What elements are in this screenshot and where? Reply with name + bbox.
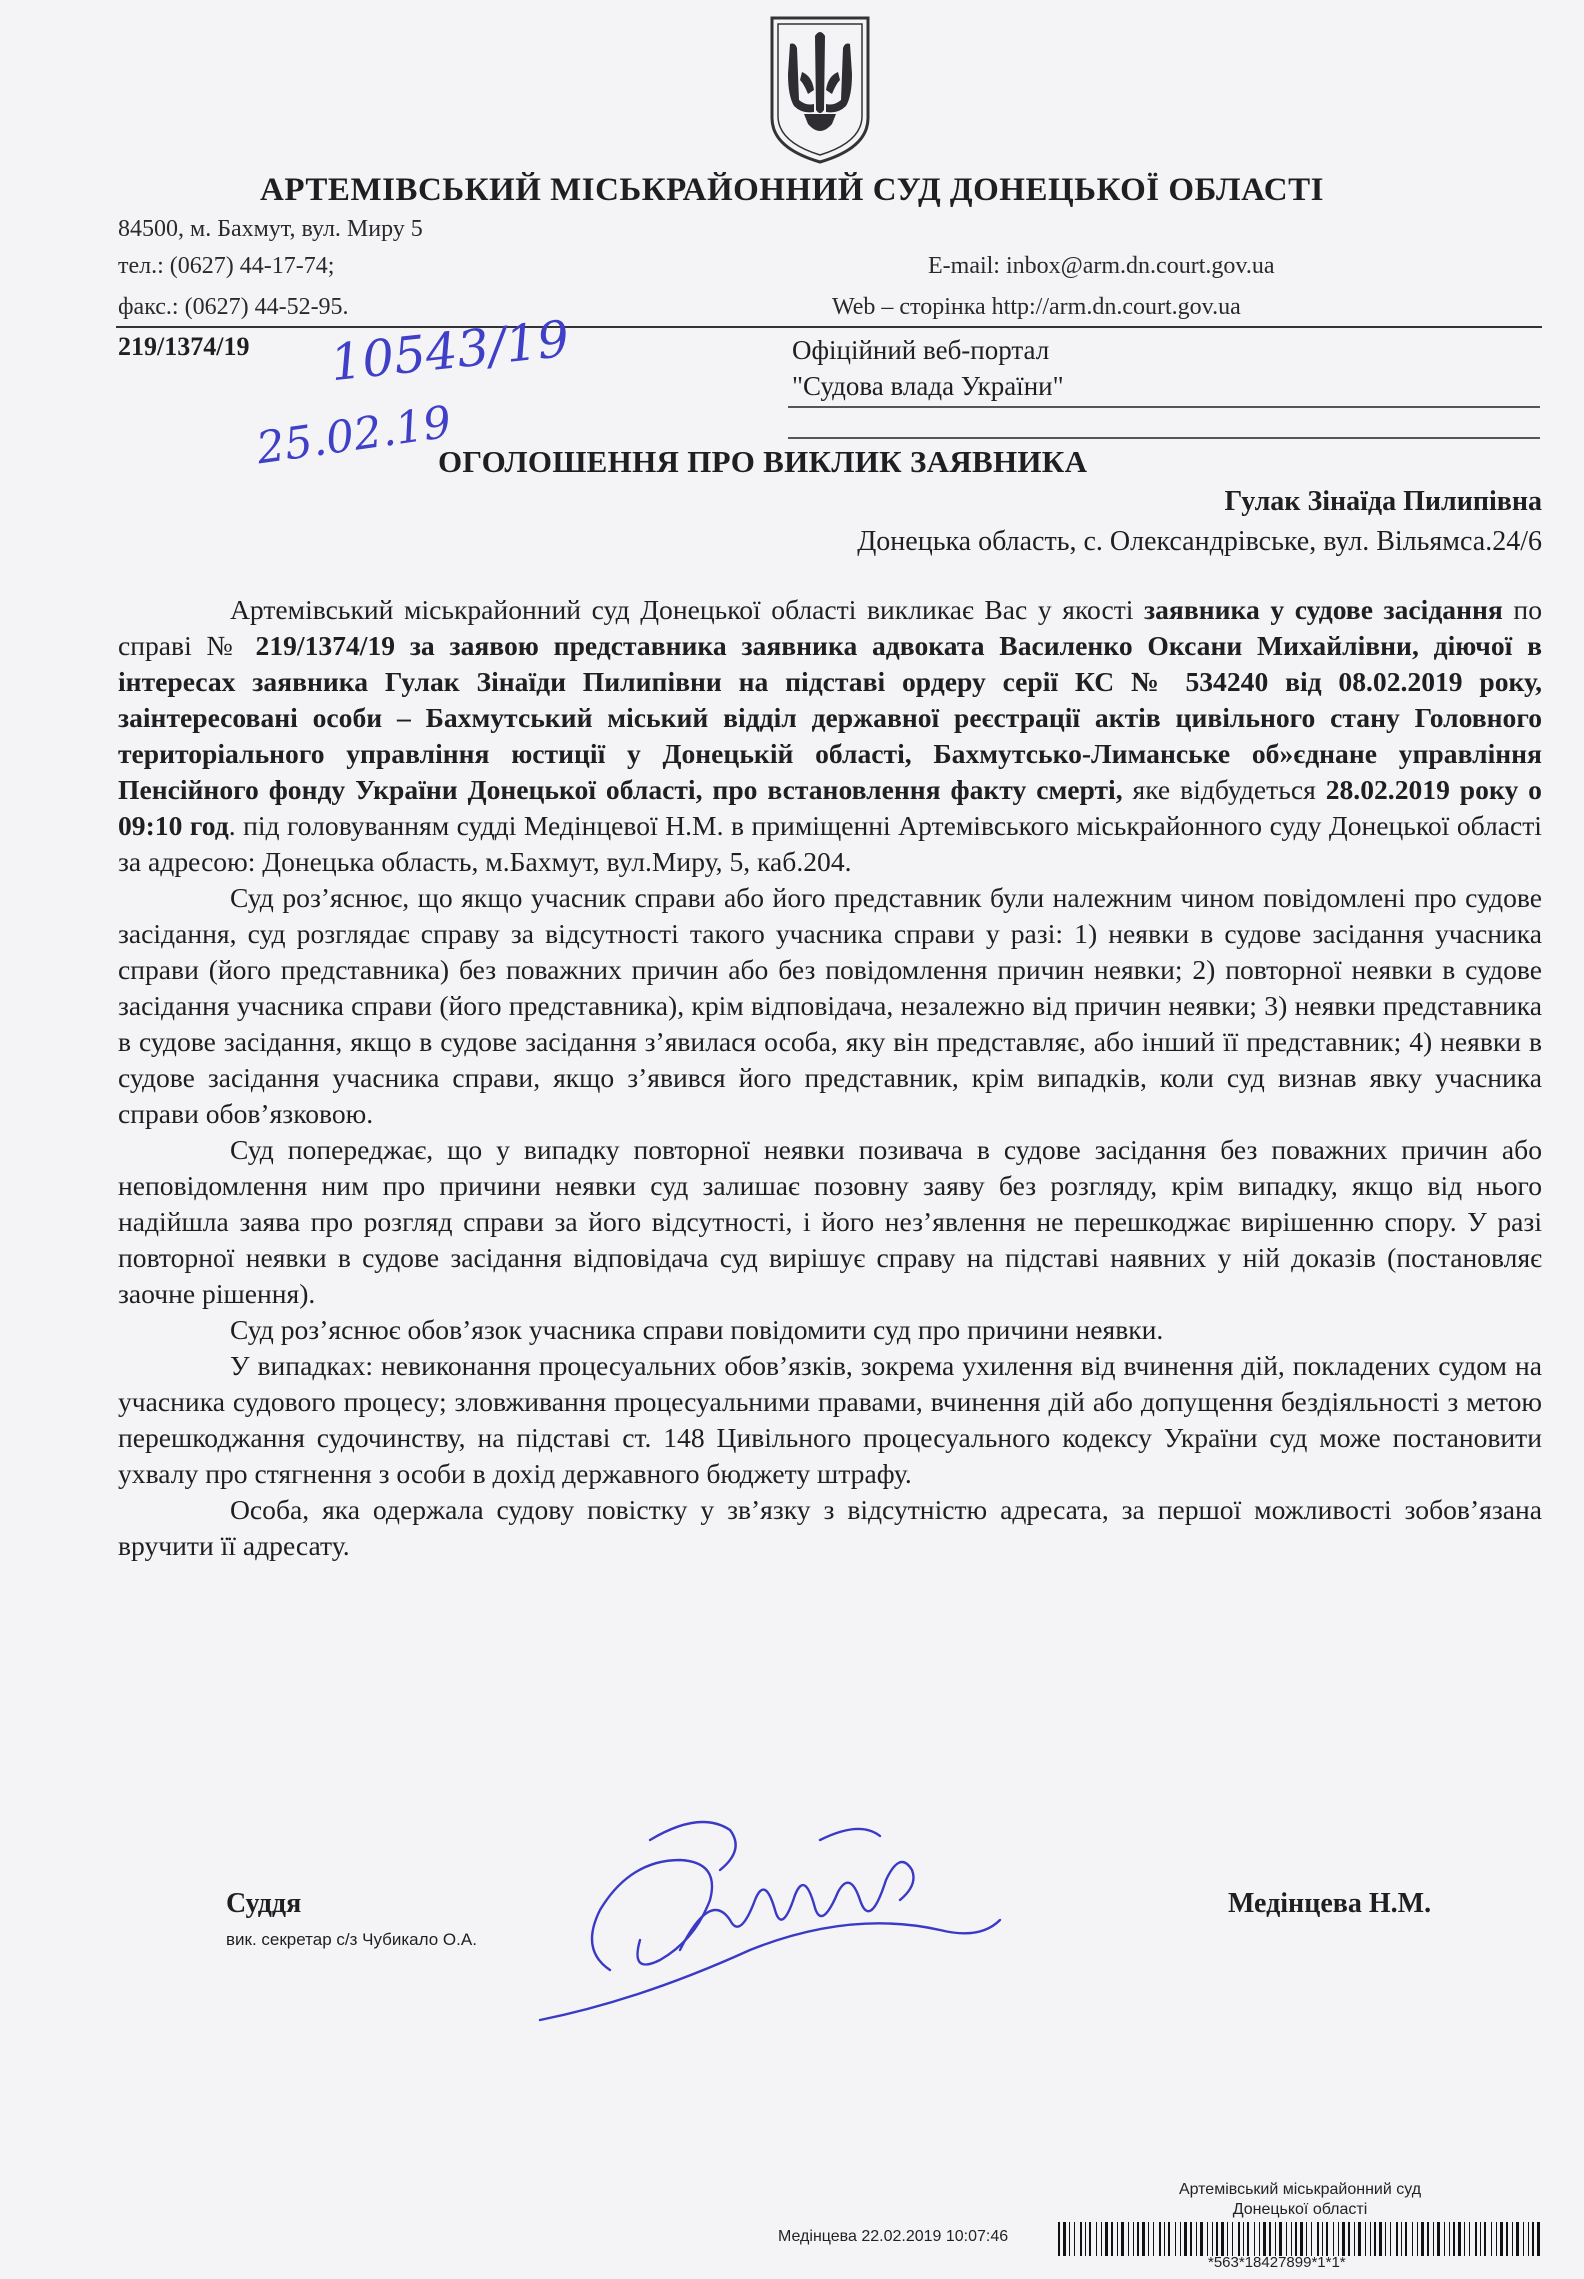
barcode-bar	[1207, 2222, 1208, 2256]
barcode-bar	[1348, 2222, 1350, 2256]
court-name: АРТЕМІВСЬКИЙ МІСЬКРАЙОННИЙ СУД ДОНЕЦЬКОЇ ОБЛАСТІ	[260, 172, 1324, 208]
barcode-bar	[1227, 2222, 1228, 2256]
notice-body	[118, 592, 1542, 1564]
barcode-bar	[1184, 2222, 1187, 2256]
barcode-bar	[1496, 2222, 1497, 2256]
barcode-bar	[1286, 2222, 1287, 2256]
barcode-bar	[1291, 2222, 1292, 2256]
barcode-bar	[1437, 2222, 1440, 2256]
portal-line-1: Офіційний веб-портал	[792, 335, 1050, 365]
barcode-bar	[1243, 2222, 1244, 2256]
court-phone: тел.: (0627) 44-17-74;	[118, 253, 335, 279]
court-website: Web – сторінка http://arm.dn.court.gov.ua	[832, 294, 1241, 320]
barcode-bar	[1532, 2222, 1534, 2256]
barcode-number: *563*18427899*1*1*	[1208, 2254, 1346, 2271]
p1-text-e: яке відбудеться	[1122, 774, 1326, 805]
barcode-bar	[1458, 2222, 1461, 2256]
paragraph-warning: Суд попереджає, що у випадку повторної неявки позивача в судове засідання без поважних причин або неповідомлення ним про причини неявки суд залишає позовну заяву без розгляду, крім випадку, якщо від нього надійшла заява про розгляд справи за його відсутності, і його нез’явлення не перешкоджає вирішенню спору. У разі повторної неявки в судове засідання відповідача суд вирішує справу на підставі наявних у ній доказів (постановляє заочне рішення).	[118, 1134, 1542, 1309]
barcode-bar	[1453, 2222, 1455, 2256]
barcode-bar	[1338, 2222, 1339, 2256]
barcode-bar	[1269, 2222, 1271, 2256]
barcode-bar	[1295, 2222, 1297, 2256]
barcode-bar	[1089, 2222, 1091, 2256]
barcode-bar	[1506, 2222, 1508, 2256]
barcode-bar	[1469, 2222, 1470, 2256]
notice-heading: ОГОЛОШЕННЯ ПРО ВИКЛИК ЗАЯВНИКА	[438, 444, 1088, 479]
barcode-bar	[1484, 2222, 1486, 2256]
barcode-bar	[1216, 2222, 1218, 2256]
barcode-bar	[1464, 2222, 1465, 2256]
barcode-bar	[1275, 2222, 1276, 2256]
barcode-bar	[1247, 2222, 1249, 2256]
case-number: 219/1374/19	[118, 332, 250, 361]
handwritten-reference: 10543/19	[327, 309, 572, 393]
barcode-bar	[1365, 2222, 1366, 2256]
portal-label	[792, 332, 1064, 404]
barcode-bar	[1111, 2222, 1113, 2256]
handwritten-signature	[520, 1800, 1040, 2050]
barcode-bar	[1516, 2222, 1519, 2256]
barcode-bar	[1137, 2222, 1139, 2256]
paragraph-summons	[118, 592, 1542, 880]
barcode-bar	[1159, 2222, 1161, 2256]
barcode-bar	[1254, 2222, 1255, 2256]
barcode-bar	[1128, 2222, 1129, 2256]
barcode-bar	[1491, 2222, 1492, 2256]
barcode-bar	[1405, 2222, 1407, 2256]
barcode-bar	[1512, 2222, 1513, 2256]
barcode-bar	[1379, 2222, 1382, 2256]
barcode-bar	[1175, 2222, 1176, 2256]
barcode-bar	[1259, 2222, 1260, 2256]
barcode-bar	[1279, 2222, 1282, 2256]
paragraph-penalty: У випадках: невиконання процесуальних обов’язків, зокрема ухилення від вчинення дій, покладених судом на учасника судового процесу; зловживання процесуальними правами, вчинення дій або допущення бездіяльності з метою перешкоджання судочинству, на підставі ст. 148 Цивільного процесуального кодексу України суд може постановити ухвалу про стягнення з особи в дохід державного бюджету штрафу.	[118, 1350, 1542, 1489]
barcode-bar	[1427, 2222, 1429, 2256]
addressee-address: Донецька область, с. Олександрівське, вул. Вільямса.24/6	[857, 526, 1542, 557]
barcode-bar	[1401, 2222, 1402, 2256]
secretary-name: вик. секретар с/з Чубикало О.А.	[226, 1930, 477, 1949]
barcode-bar	[1444, 2222, 1445, 2256]
barcode-bar	[1326, 2222, 1328, 2256]
p1-hearing-time: 28.02.2019 року о 09:10 год	[118, 774, 1542, 841]
barcode-bar	[1168, 2222, 1170, 2256]
barcode-bar	[1101, 2222, 1102, 2256]
coat-of-arms-icon	[768, 14, 872, 166]
paragraph-obligation: Суд роз’яснює обов’язок учасника справи повідомити суд про причини неявки.	[230, 1314, 1164, 1345]
barcode-bar	[1180, 2222, 1181, 2256]
barcode-bar	[1058, 2222, 1060, 2256]
barcode-bar	[1164, 2222, 1165, 2256]
barcode-bar	[1390, 2222, 1391, 2256]
court-email: E-mail: inbox@arm.dn.court.gov.ua	[928, 253, 1275, 279]
barcode-bar	[1449, 2222, 1450, 2256]
barcode-bar	[1412, 2222, 1413, 2256]
addressee-name: Гулак Зінаїда Пилипівна	[1224, 486, 1542, 517]
barcode-bar	[1080, 2222, 1082, 2256]
barcode-bar	[1190, 2222, 1192, 2256]
barcode-bar	[1212, 2222, 1213, 2256]
judge-name: Медінцева Н.М.	[1228, 1888, 1432, 1919]
p1-role: заявника у судове засідання	[1144, 594, 1503, 625]
barcode-bar	[1063, 2222, 1066, 2256]
barcode-bar	[1263, 2222, 1266, 2256]
barcode-bar	[1421, 2222, 1424, 2256]
barcode-bar	[1142, 2222, 1145, 2256]
barcode-bar	[1528, 2222, 1529, 2256]
barcode-bar	[1370, 2222, 1371, 2256]
paragraph-delivery: Особа, яка одержала судову повістку у зв’язку з відсутністю адресата, за першої можливості зобов’язана вручити її адресату.	[118, 1494, 1542, 1561]
barcode-bar	[1396, 2222, 1398, 2256]
barcode-bar	[1238, 2222, 1240, 2256]
stamp-line-1: Артемівський міськрайонний суд	[1178, 2181, 1422, 2198]
barcode-bar	[1342, 2222, 1345, 2256]
barcode-bar	[1480, 2222, 1481, 2256]
footer-stamp	[1140, 2180, 1460, 2220]
p1-text-a: Артемівський міськрайонний суд Донецької області викликає Вас у якості	[230, 594, 1145, 625]
barcode	[1058, 2222, 1542, 2256]
barcode-bar	[1105, 2222, 1108, 2256]
barcode-bar	[1121, 2222, 1124, 2256]
portal-divider-1	[788, 406, 1540, 408]
barcode-bar	[1306, 2222, 1307, 2256]
barcode-bar	[1385, 2222, 1386, 2256]
barcode-bar	[1500, 2222, 1503, 2256]
paragraph-absence-rules: Суд роз’яснює, що якщо учасник справи або його представник були належним чином повідомлені про судове засідання, суд розглядає справу за відсутності такого учасника справи у разі: 1) неявки в судове засідання учасника справи (його представника) без поважних причин або без повідомлення причин неявки; 2) повторної неявки в судове засідання учасника справи (його представника), крім відповідача, незалежно від причин неявки; 3) неявки представника в судове засідання, якщо в судове засідання з’явилася особа, яку він представляє, або інший її представник; 4) неявки в судове засідання учасника справи, якщо з’явився його представник, крім випадків, коли суд визнав явку учасника справи обов’язковою.	[118, 882, 1542, 1129]
header-divider	[116, 326, 1542, 328]
barcode-bar	[1433, 2222, 1434, 2256]
barcode-bar	[1322, 2222, 1323, 2256]
barcode-bar	[1096, 2222, 1097, 2256]
barcode-bar	[1333, 2222, 1334, 2256]
barcode-bar	[1311, 2222, 1312, 2256]
barcode-bar	[1537, 2222, 1540, 2256]
barcode-bar	[1354, 2222, 1355, 2256]
barcode-bar	[1074, 2222, 1075, 2256]
portal-line-2: "Судова влада України"	[792, 371, 1064, 401]
p1-case-details: 219/1374/19 за заявою представника заявника адвоката Василенко Оксани Михайлівни, діючої в інтересах заявника Гулак Зінаїди Пилипівни на підставі ордеру серії КС № 534240 від 08.02.2019 року, заінтересовані особи – Бахмутський міський відділ державної реєстрації актів цивільного стану Головного територіального управління юстиції у Донецькій області, Бахмутсько-Лиманське об»єднане управління Пенсійного фонду України Донецької області, про встановлення факту смерті,	[118, 630, 1542, 805]
p1-text-c: по справі №	[118, 594, 1542, 661]
barcode-bar	[1117, 2222, 1118, 2256]
barcode-bar	[1317, 2222, 1319, 2256]
barcode-bar	[1374, 2222, 1376, 2256]
barcode-bar	[1085, 2222, 1086, 2256]
barcode-bar	[1153, 2222, 1154, 2256]
barcode-bar	[1475, 2222, 1477, 2256]
barcode-bar	[1069, 2222, 1070, 2256]
stamp-signer-date: Медінцева 22.02.2019 10:07:46	[778, 2228, 1009, 2245]
court-address: 84500, м. Бахмут, вул. Миру 5	[118, 216, 423, 242]
portal-divider-2	[788, 437, 1540, 439]
barcode-bar	[1133, 2222, 1134, 2256]
stamp-line-2: Донецької області	[1232, 2201, 1368, 2218]
barcode-bar	[1148, 2222, 1149, 2256]
barcode-bar	[1417, 2222, 1418, 2256]
barcode-bar	[1523, 2222, 1524, 2256]
barcode-bar	[1221, 2222, 1224, 2256]
barcode-bar	[1196, 2222, 1197, 2256]
p1-text-g: . під головуванням судді Медінцевої Н.М. в приміщенні Артемівського міськрайонного суду Донецької області за адресою: Донецька область, м.Бахмут, вул.Миру, 5, каб.204.	[118, 810, 1542, 877]
signature-role: Суддя	[226, 1888, 302, 1919]
court-fax: факс.: (0627) 44-52-95.	[118, 294, 349, 320]
barcode-bar	[1358, 2222, 1361, 2256]
barcode-bar	[1200, 2222, 1203, 2256]
handwritten-date: 25.02.19	[253, 396, 455, 475]
barcode-bar	[1300, 2222, 1303, 2256]
barcode-bar	[1232, 2222, 1233, 2256]
